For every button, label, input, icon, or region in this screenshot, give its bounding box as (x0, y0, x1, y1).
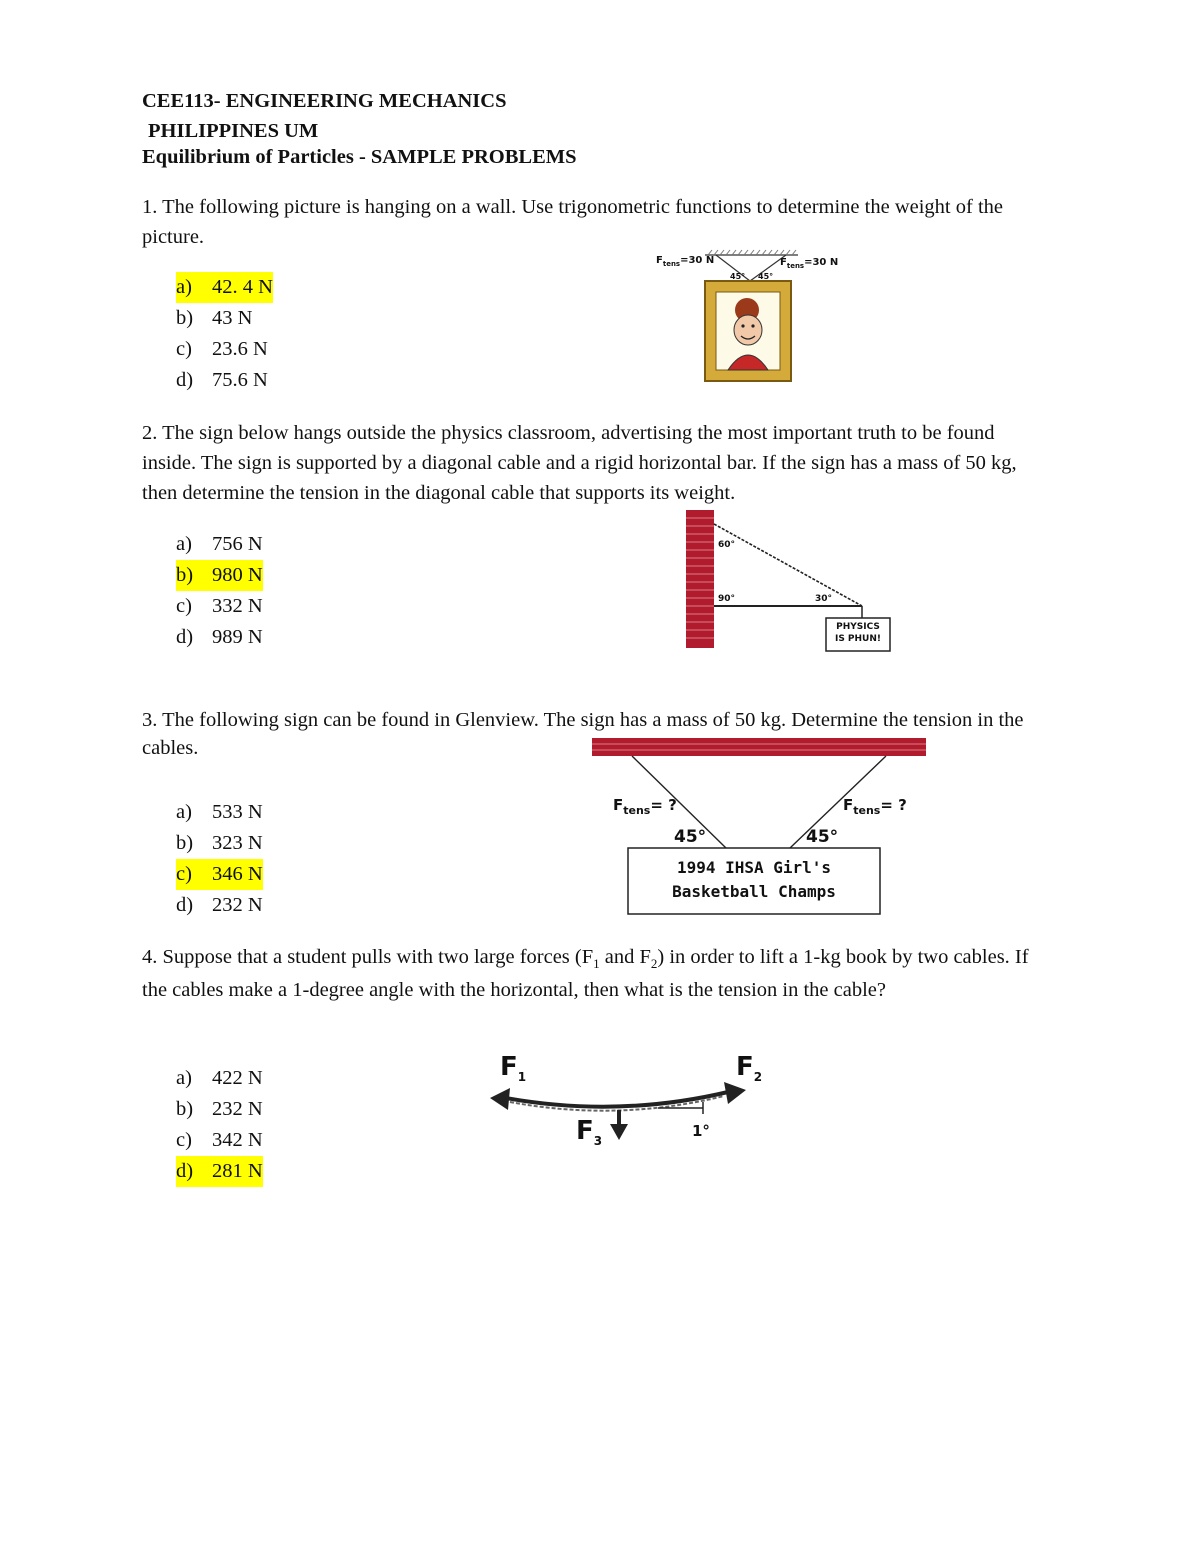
option-3c: c) 346 N (176, 859, 263, 890)
option-1a: a) 42. 4 N (176, 272, 273, 303)
tension-left-q3: $F_{tens}=$ ? (613, 796, 677, 817)
question-3-options (176, 797, 263, 921)
question-1-options (176, 272, 273, 396)
option-4b: b) 232 N (176, 1098, 263, 1120)
tension-left-label: $F_{tens}=30$ N (656, 255, 715, 268)
option-1c: c) 23.6 N (176, 338, 268, 360)
option-2a: a) 756 N (176, 533, 263, 555)
question-2-text: 2. The sign below hangs outside the physics classroom, advertising the most important truth to be found inside. The sign is supported by a diagonal cable and a rigid horizontal bar. If the sign has a mass of 50 kg, then determine the tension in the diagonal cable that supports its weight. (142, 422, 1017, 504)
option-2b: b) 980 N (176, 560, 263, 591)
option-1d: d) 75.6 N (176, 369, 268, 391)
option-3a: a) 533 N (176, 801, 263, 823)
angle-right-label: 45° (758, 272, 774, 281)
force-f2-label: $F_2$ (736, 1052, 763, 1085)
tension-right-q3: $F_{tens}=$ ? (843, 796, 907, 817)
angle-1-label: 1° (692, 1122, 710, 1140)
angle-left-label: 45° (730, 272, 746, 281)
option-1b: b) 43 N (176, 307, 253, 329)
question-4-text: 4. Suppose that a student pulls with two large forces ($F_1$ and $F_2$) in order to lift a 1-kg book by two cables. If the cables make a 1-degree angle with the horizontal, then what is the tension in the cable? (142, 946, 1029, 1002)
angle-left-q3: 45° (674, 827, 707, 847)
question-3-text: 3. The following sign can be found in Glenview. The sign has a mass of 50 kg. Determine the tension in the cables. (142, 709, 1024, 759)
doc-subtitle: PHILIPPINES UM (148, 120, 319, 142)
angle-90-label: 90° (718, 594, 736, 604)
question-1-text: 1. The following picture is hanging on a wall. Use trigonometric functions to determine the weight of the picture. (142, 196, 1003, 248)
option-2c: c) 332 N (176, 595, 263, 617)
doc-section-title: Equilibrium of Particles - SAMPLE PROBLEMS (142, 146, 577, 168)
tension-right-label: $F_{tens}=30$ N (780, 257, 839, 270)
option-2d: d) 989 N (176, 626, 263, 648)
physics-sign-text: PHYSICS IS PHUN! (834, 622, 882, 644)
option-3b: b) 323 N (176, 832, 263, 854)
option-4a: a) 422 N (176, 1067, 263, 1089)
force-f1-label: $F_1$ (500, 1052, 527, 1085)
angle-right-q3: 45° (806, 827, 839, 847)
glenview-sign-text: 1994 IHSA Girl's Basketball Champs (672, 858, 836, 901)
angle-60-label: 60° (718, 540, 736, 550)
option-4c: c) 342 N (176, 1129, 263, 1151)
angle-30-label: 30° (815, 594, 833, 604)
force-f3-label: $F_3$ (576, 1116, 603, 1149)
option-3d: d) 232 N (176, 894, 263, 916)
question-2-options (176, 529, 263, 653)
option-4d: d) 281 N (176, 1156, 263, 1187)
question-4-options (176, 1063, 263, 1187)
doc-title: CEE113- ENGINEERING MECHANICS (142, 90, 507, 112)
